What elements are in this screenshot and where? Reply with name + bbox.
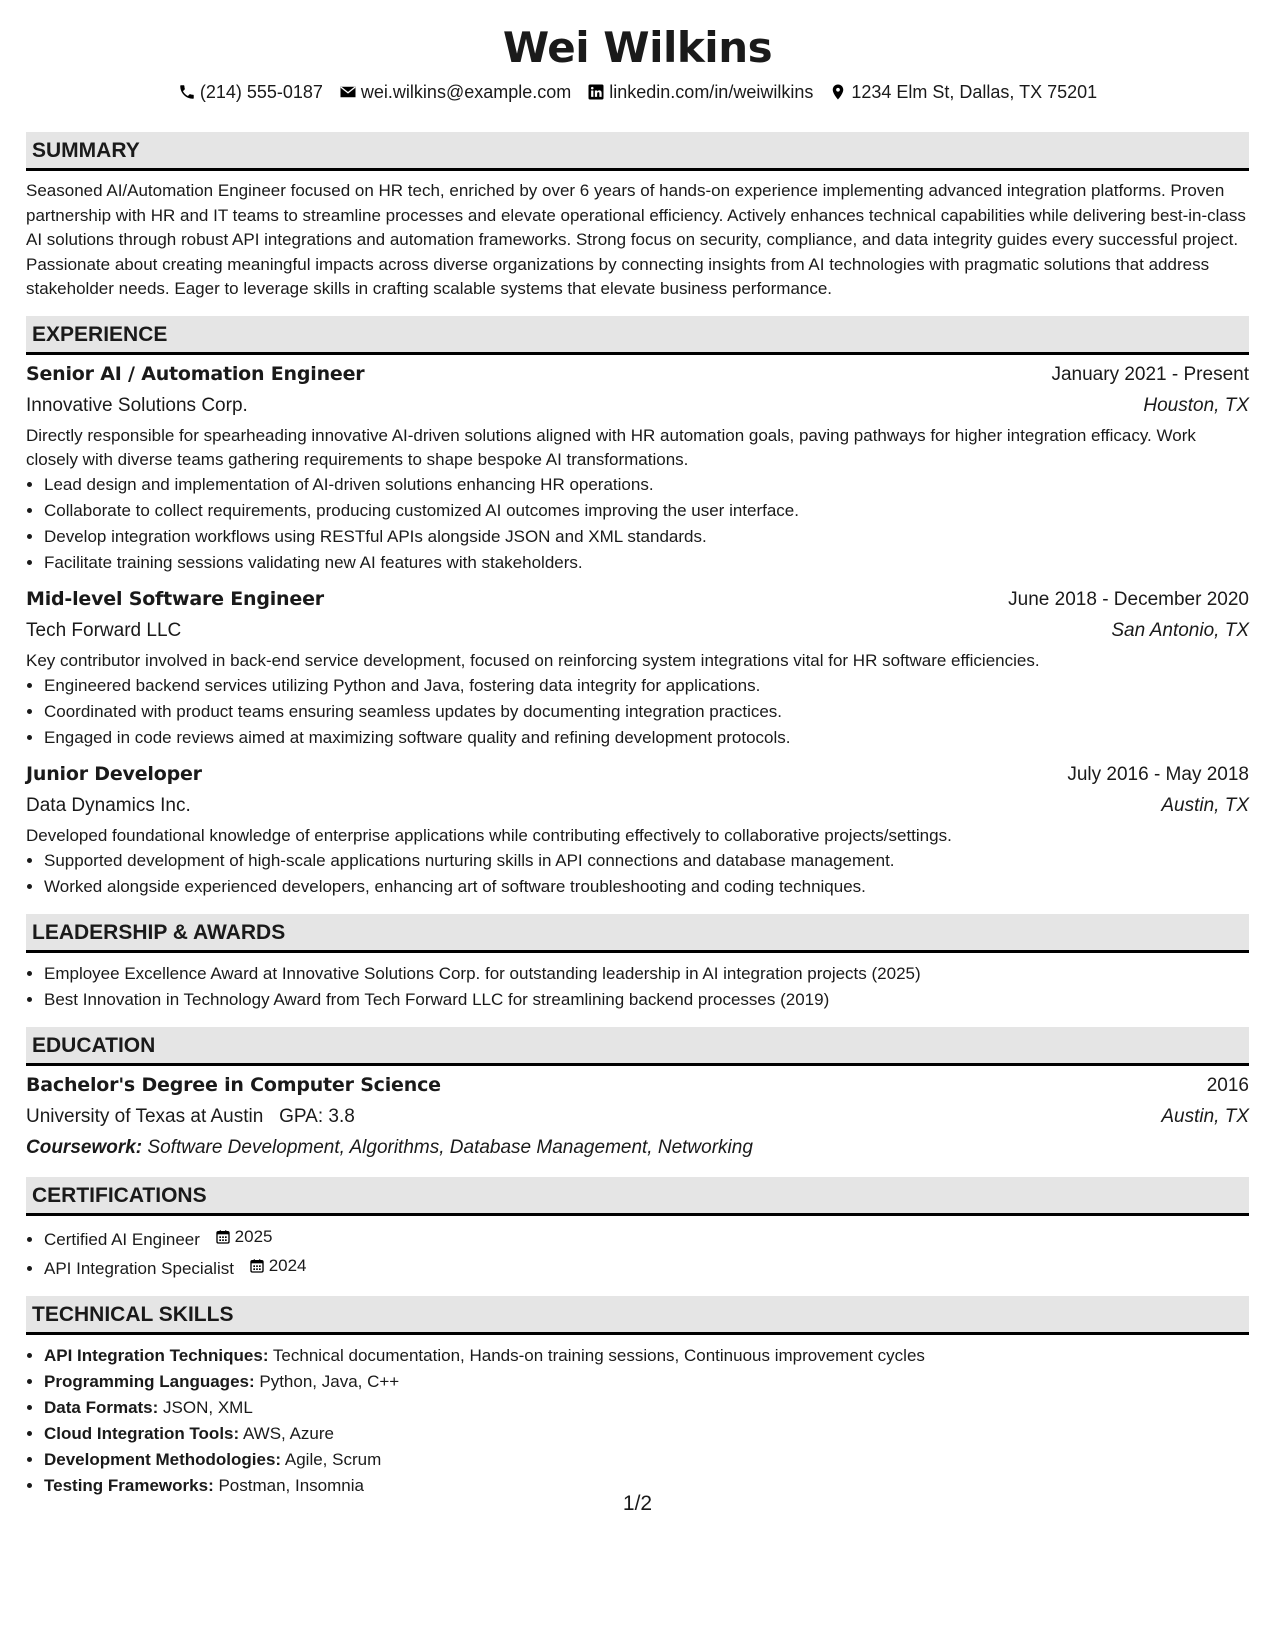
list-item: • Employee Excellence Award at Innovative Solutions Corp. for outstanding leadership in AI integration projects (2025)	[44, 961, 1249, 987]
section-heading-skills: TECHNICAL SKILLS	[26, 1296, 1249, 1335]
job-company: Data Dynamics Inc.	[26, 794, 191, 816]
job-bullets	[26, 848, 1249, 900]
candidate-name: Wei Wilkins	[502, 23, 773, 72]
list-item: • Supported development of high-scale applications nurturing skills in API connections and database management.	[44, 848, 1249, 874]
job-title: Junior Developer	[26, 762, 202, 785]
section-heading-summary: SUMMARY	[26, 132, 1249, 171]
job-dates: January 2021 - Present	[1051, 363, 1249, 385]
graduation-year: 2016	[1206, 1074, 1249, 1096]
job-entry	[26, 359, 1249, 576]
skill-value: Technical documentation, Hands-on training sessions, Continuous improvement cycles	[272, 1345, 925, 1365]
job-title: Mid-level Software Engineer	[26, 587, 324, 610]
phone-text: (214) 555-0187	[199, 82, 323, 102]
contact-address	[829, 80, 1097, 104]
list-item: • Engaged in code reviews aimed at maximizing software quality and refining development protocols.	[44, 725, 1249, 751]
list-item: • Lead design and implementation of AI-driven solutions enhancing HR operations.	[44, 472, 1249, 498]
section-heading-certifications: CERTIFICATIONS	[26, 1177, 1249, 1216]
list-item	[44, 1447, 1249, 1473]
email-text: wei.wilkins@example.com	[360, 82, 572, 102]
school-name: University of Texas at Austin	[26, 1105, 264, 1127]
skill-value: Postman, Insomnia	[218, 1475, 364, 1495]
skill-value: JSON, XML	[163, 1397, 253, 1417]
job-company: Tech Forward LLC	[26, 619, 182, 641]
certifications-list	[26, 1224, 1249, 1282]
contact-email[interactable]	[339, 80, 571, 104]
coursework-list: Software Development, Algorithms, Database Management, Networking	[147, 1136, 753, 1158]
degree-title: Bachelor's Degree in Computer Science	[26, 1073, 441, 1096]
summary-paragraph: Seasoned AI/Automation Engineer focused on HR tech, enriched by over 6 years of hands-on experience implementing advanced integration platforms. Proven partnership with HR and IT teams to streamline processes and elevate operational efficiency. Actively enhances technical capabilities while delivering best-in-class AI solutions through robust API integrations and automation frameworks. Strong focus on security, compliance, and data integrity guides every successful project. Passionate about creating meaningful impacts across diverse organizations by connecting insights from AI technologies with pragmatic solutions that address stakeholder needs. Eager to leverage skills in crafting scalable systems that elevate business performance.	[26, 181, 1246, 298]
skill-value: Python, Java, C++	[259, 1371, 400, 1391]
envelope-icon	[339, 83, 357, 101]
address-text: 1234 Elm St, Dallas, TX 75201	[851, 82, 1098, 102]
certification-name: API Integration Specialist	[44, 1258, 234, 1278]
list-item: • Facilitate training sessions validating new AI features with stakeholders.	[44, 550, 1249, 576]
job-location: San Antonio, TX	[1111, 619, 1249, 641]
job-bullets	[26, 673, 1249, 751]
list-item	[44, 1369, 1249, 1395]
skill-label: API Integration Techniques:	[44, 1345, 269, 1365]
school-location: Austin, TX	[1161, 1105, 1249, 1127]
contact-bar	[26, 80, 1249, 104]
job-location: Houston, TX	[1143, 394, 1249, 416]
calendar-icon	[249, 1258, 265, 1274]
linkedin-icon	[587, 83, 605, 101]
section-heading-awards: LEADERSHIP & AWARDS	[26, 914, 1249, 953]
coursework-line	[26, 1133, 1249, 1163]
contact-phone[interactable]	[178, 80, 323, 104]
skill-label: Testing Frameworks:	[44, 1475, 214, 1495]
gpa-text: GPA: 3.8	[279, 1105, 355, 1127]
job-entry	[26, 584, 1249, 751]
skill-label: Development Methodologies:	[44, 1449, 282, 1469]
list-item: • Worked alongside experienced developers, enhancing art of software troubleshooting and coding techniques.	[44, 874, 1249, 900]
job-company: Innovative Solutions Corp.	[26, 394, 248, 416]
list-item: • Best Innovation in Technology Award from Tech Forward LLC for streamlining backend processes (2019)	[44, 987, 1249, 1013]
job-entry	[26, 759, 1249, 900]
job-description: Directly responsible for spearheading innovative AI-driven solutions aligned with HR automation goals, paving pathways for higher integration efficacy. Work closely with diverse teams gathering requirements to shape bespoke AI transformations.	[26, 425, 1196, 469]
list-item: • Engineered backend services utilizing Python and Java, fostering data integrity for applications.	[44, 673, 1249, 699]
job-location: Austin, TX	[1161, 794, 1249, 816]
list-item: • Develop integration workflows using RESTful APIs alongside JSON and XML standards.	[44, 524, 1249, 550]
linkedin-text: linkedin.com/in/weiwilkins	[609, 82, 814, 102]
list-item	[44, 1343, 1249, 1369]
location-pin-icon	[829, 83, 847, 101]
phone-icon	[178, 83, 196, 101]
list-item: • Collaborate to collect requirements, producing customized AI outcomes improving the user interface.	[44, 498, 1249, 524]
skill-label: Data Formats:	[44, 1397, 159, 1417]
certification-name: Certified AI Engineer	[44, 1229, 200, 1249]
skills-list	[26, 1343, 1249, 1499]
job-bullets	[26, 472, 1249, 576]
coursework-label: Coursework:	[26, 1136, 143, 1158]
list-item: • Coordinated with product teams ensuring seamless updates by documenting integration practices.	[44, 699, 1249, 725]
job-title: Senior AI / Automation Engineer	[26, 362, 365, 385]
list-item	[44, 1395, 1249, 1421]
list-item	[44, 1421, 1249, 1447]
calendar-icon	[215, 1229, 231, 1245]
skill-label: Programming Languages:	[44, 1371, 255, 1391]
list-item	[44, 1253, 1249, 1282]
job-dates: June 2018 - December 2020	[1008, 588, 1249, 610]
section-heading-education: EDUCATION	[26, 1027, 1249, 1066]
skill-label: Cloud Integration Tools:	[44, 1423, 240, 1443]
contact-linkedin[interactable]	[587, 80, 813, 104]
job-description: Key contributor involved in back-end service development, focused on reinforcing system integrations vital for HR software efficiencies.	[26, 650, 1040, 670]
list-item	[44, 1224, 1249, 1253]
certification-year: 2024	[268, 1255, 307, 1275]
page-number: 1/2	[622, 1492, 653, 1515]
education-entry	[26, 1070, 1249, 1163]
certification-year: 2025	[234, 1226, 273, 1246]
job-dates: July 2016 - May 2018	[1067, 763, 1249, 785]
job-description: Developed foundational knowledge of enterprise applications while contributing effectively to collaborative projects/settings.	[26, 825, 952, 845]
section-heading-experience: EXPERIENCE	[26, 316, 1249, 355]
skill-value: Agile, Scrum	[284, 1449, 382, 1469]
skill-value: AWS, Azure	[242, 1423, 334, 1443]
awards-list	[26, 961, 1249, 1013]
